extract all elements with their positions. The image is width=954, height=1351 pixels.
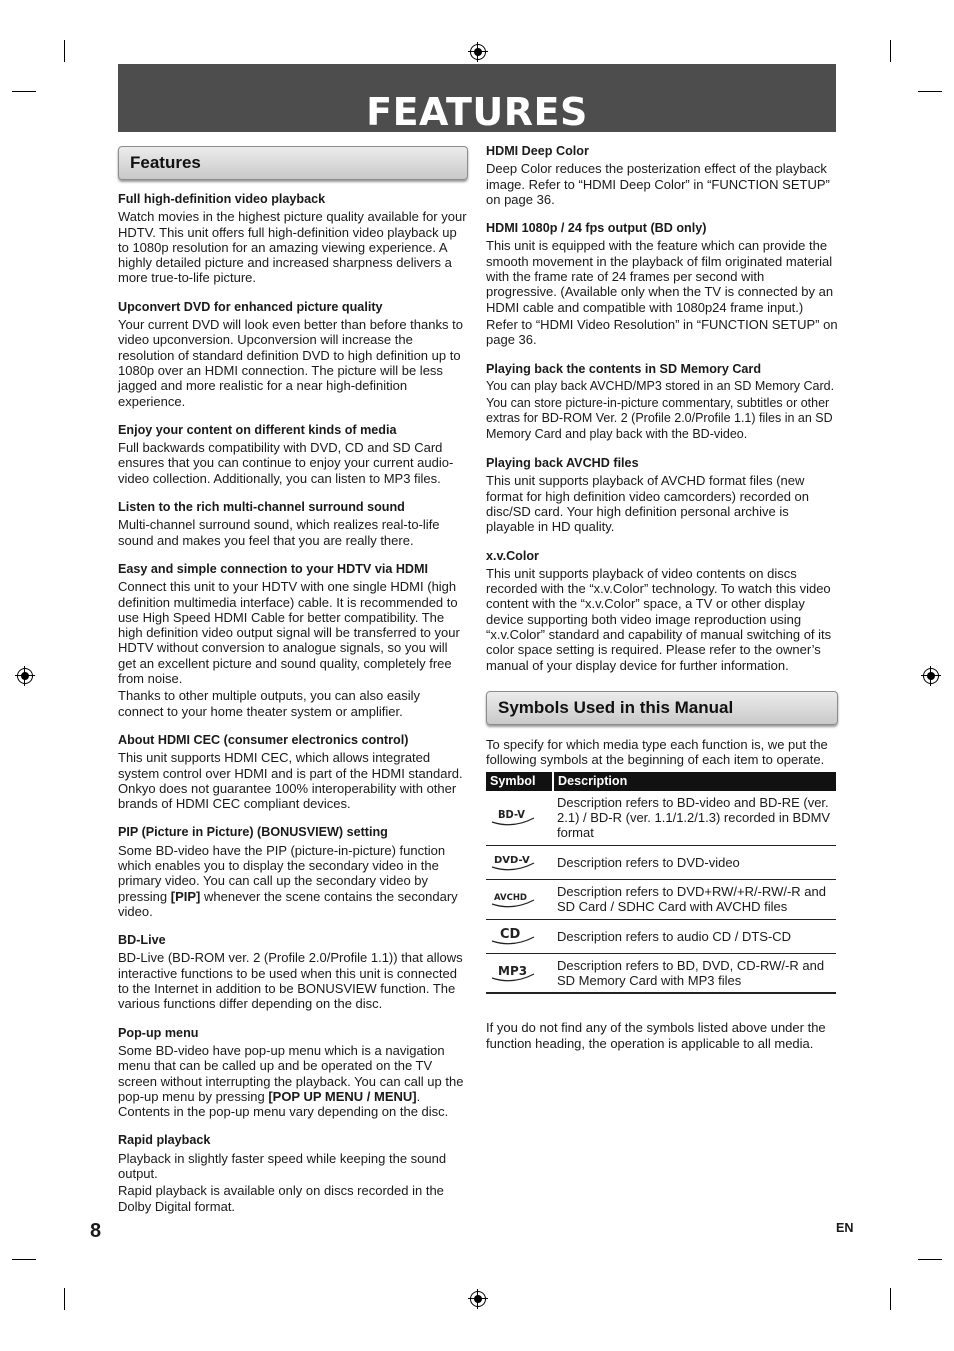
feature-text (118, 1043, 468, 1119)
feature-item (118, 733, 468, 811)
registration-mark-icon (923, 668, 939, 684)
feature-text: BD-Live (BD-ROM ver. 2 (Profile 2.0/Profile 1.1)) that allows interactive functions to be used when this unit is connected to the Internet in addition to be BONUSVIEW function. The various functions differ depending on the disc. (118, 950, 463, 1012)
feature-text-part: whenever the scene contains the secondary video. (118, 888, 458, 919)
feature-title: Listen to the rich multi-channel surround sound (118, 500, 405, 515)
dvd-v-icon (490, 850, 536, 872)
feature-item (486, 549, 838, 673)
page-title: FEATURES (118, 64, 836, 132)
description-cell: Description refers to audio CD / DTS-CD (553, 919, 836, 953)
column-header-symbol: Symbol (486, 772, 553, 791)
table-row (486, 919, 836, 953)
feature-title: Rapid playback (118, 1133, 211, 1148)
feature-text: Rapid playback is available only on discs recorded in the Dolby Digital format. (118, 1183, 444, 1214)
symbols-intro: To specify for which media type each function is, we put the following symbols at the beginning of each item to operate. (486, 736, 828, 768)
cd-icon (490, 924, 536, 946)
feature-text: Playback in slightly faster speed while keeping the sound output. (118, 1150, 447, 1182)
feature-title: Playing back the contents in SD Memory Card (486, 361, 762, 376)
features-column-right (486, 144, 838, 1051)
feature-text: Your current DVD will look even better than before thanks to video upconversion. Upconversion will increase the resolution of standard definition DVD to high definition up to 1080p over an HDMI connection. The picture will be less jagged and more realistic for a near high-definition experience. (118, 317, 463, 409)
symbol-cell (486, 879, 553, 919)
table-row (486, 879, 836, 919)
table-header-row (486, 772, 836, 791)
feature-title: Enjoy your content on different kinds of media (118, 422, 397, 437)
symbol-cell (486, 791, 553, 845)
feature-item (118, 500, 468, 548)
feature-text: Full backwards compatibility with DVD, CD and SD Card ensures that you can continue to enjoy your current audio-video collection. Additionally, you can listen to MP3 files. (118, 440, 454, 486)
feature-text: You can play back AVCHD/MP3 stored in an SD Memory Card. (486, 378, 835, 393)
features-column-left (118, 146, 468, 1228)
feature-title: BD-Live (118, 933, 166, 948)
crop-mark (64, 1288, 65, 1310)
feature-item (118, 825, 468, 919)
crop-mark (918, 1259, 942, 1260)
feature-text-part: Some BD-video have the PIP (picture-in-picture) function which enables you to display the secondary video in the primary video. You can call up the secondary video by pressing (118, 842, 446, 904)
feature-title: PIP (Picture in Picture) (BONUSVIEW) setting (118, 825, 388, 840)
feature-text: This unit supports playback of video contents on discs recorded with the “x.v.Color” technology. To watch this video content with the “x.v.Color” space, a TV or other display device supporting both video image reproduction using “x.v.Color” standard and capability of manual switching of its color space setting is required. Please refer to the owner’s manual of your display device for further information. (486, 565, 832, 673)
description-cell: Description refers to DVD-video (553, 845, 836, 879)
feature-title: Playing back AVCHD files (486, 456, 639, 471)
feature-text: Multi-channel surround sound, which realizes real-to-life sound and makes you feel that you are really there. (118, 517, 440, 548)
feature-text-part: Some BD-video have pop-up menu which is a navigation menu that can be called up and be operated on the TV screen without interrupting the playback. You can call up the pop-up menu by pressing (118, 1042, 464, 1104)
mp3-icon (490, 961, 536, 983)
symbol-cell (486, 845, 553, 879)
feature-text: Refer to “HDMI Video Resolution” in “FUNCTION SETUP” on page 36. (486, 316, 838, 348)
bd-v-icon (490, 805, 536, 827)
popup-menu-key-label: [POP UP MENU / MENU] (268, 1088, 417, 1104)
page-number: 8 (90, 1220, 102, 1242)
feature-item (118, 933, 468, 1011)
registration-mark-icon (470, 1291, 486, 1307)
feature-item (118, 192, 468, 286)
feature-item (118, 1133, 468, 1213)
feature-item (118, 562, 468, 719)
feature-title: HDMI Deep Color (486, 144, 589, 158)
features-heading: Features (118, 146, 468, 180)
symbol-cell (486, 919, 553, 953)
symbols-heading: Symbols Used in this Manual (486, 691, 838, 725)
feature-item (118, 300, 468, 409)
feature-item (486, 144, 838, 207)
table-row (486, 845, 836, 879)
feature-title: Easy and simple connection to your HDTV via HDMI (118, 561, 429, 576)
crop-mark (64, 40, 65, 62)
avchd-icon-label: AVCHD (494, 892, 527, 903)
table-row (486, 791, 836, 845)
feature-item (118, 423, 468, 486)
crop-mark (918, 91, 942, 92)
symbols-footer-note: If you do not find any of the symbols listed above under the function heading, the operation is applicable to all media. (486, 1020, 826, 1051)
feature-title: Full high-definition video playback (118, 192, 326, 206)
feature-text: Connect this unit to your HDTV with one single HDMI (high definition multimedia interface) cable. It is recommended to use High Speed HDMI Cable for better compatibility. The high definition video output signal will be transferred to your HDTV without conversion to analogue signals, so you will get an excellent picture and sound quality, completely free from noise. (118, 579, 460, 687)
feature-item (486, 362, 838, 442)
cd-icon-label: CD (500, 926, 521, 942)
table-row (486, 953, 836, 993)
feature-text: This unit is equipped with the feature which can provide the smooth movement in the playback of film originated material with the frame rate of 24 frames per second with progressive. (Available only when the TV is connected by an HDMI cable and compatible with 1080p24 frame input.) (486, 238, 834, 315)
feature-text: This unit supports playback of AVCHD format files (new format for high definition video camcorders) recorded on disc/SD card. Your high definition personal archive is playable in HD quality. (486, 473, 809, 535)
mp3-icon-label: MP3 (498, 963, 528, 978)
feature-text: This unit supports HDMI CEC, which allows integrated system control over HDMI and is part of the HDMI standard. Onkyo does not guarantee 100% interoperability with other brands of HDMI CEC compliant devices. (118, 750, 463, 812)
feature-text: Deep Color reduces the posterization effect of the playback image. Refer to “HDMI Deep Color” in “FUNCTION SETUP” on page 36. (486, 161, 830, 207)
feature-text: You can store picture-in-picture commentary, subtitles or other extras for BD-ROM Ver. 2 (Profile 2.0/Profile 1.1) files in an SD Memory Card and play back with the BD-video. (486, 396, 833, 441)
feature-title: About HDMI CEC (consumer electronics control) (118, 732, 409, 747)
feature-item (486, 221, 838, 347)
registration-mark-icon (17, 668, 33, 684)
crop-mark (890, 1288, 891, 1310)
avchd-icon (490, 887, 536, 909)
crop-mark (890, 40, 891, 62)
language-label: EN (836, 1221, 854, 1235)
symbol-cell (486, 953, 553, 993)
description-cell: Description refers to BD-video and BD-RE (ver. 2.1) / BD-R (ver. 1.1/1.2/1.3) recorded in BDMV format (553, 791, 836, 845)
feature-text (118, 843, 468, 919)
symbols-table (486, 772, 836, 995)
feature-title: HDMI 1080p / 24 fps output (BD only) (486, 221, 707, 236)
feature-title: Pop-up menu (118, 1025, 199, 1040)
dvd-v-icon-label: DVD-V (494, 854, 530, 866)
feature-title: x.v.Color (486, 548, 539, 563)
feature-item (486, 456, 838, 534)
registration-mark-icon (470, 44, 486, 60)
bd-v-icon-label: BD-V (498, 808, 525, 822)
feature-text: Watch movies in the highest picture quality available for your HDTV. This unit offers full high-definition video playback up to 1080p resolution for an amazing viewing experience. A highly detailed picture and increased sharpness delivers a more true-to-life picture. (118, 209, 467, 286)
column-header-description: Description (553, 772, 836, 791)
description-cell: Description refers to DVD+RW/+R/-RW/-R and SD Card / SDHC Card with AVCHD files (553, 879, 836, 919)
crop-mark (12, 91, 36, 92)
description-cell: Description refers to BD, DVD, CD-RW/-R and SD Memory Card with MP3 files (553, 953, 836, 993)
feature-title: Upconvert DVD for enhanced picture quality (118, 299, 383, 314)
feature-text: Thanks to other multiple outputs, you can also easily connect to your home theater system or amplifier. (118, 688, 421, 719)
feature-item (118, 1026, 468, 1120)
feature-text-part: . Contents in the pop-up menu vary depending on the disc. (118, 1088, 449, 1120)
pip-key-label: [PIP] (170, 888, 201, 904)
crop-mark (12, 1259, 36, 1260)
